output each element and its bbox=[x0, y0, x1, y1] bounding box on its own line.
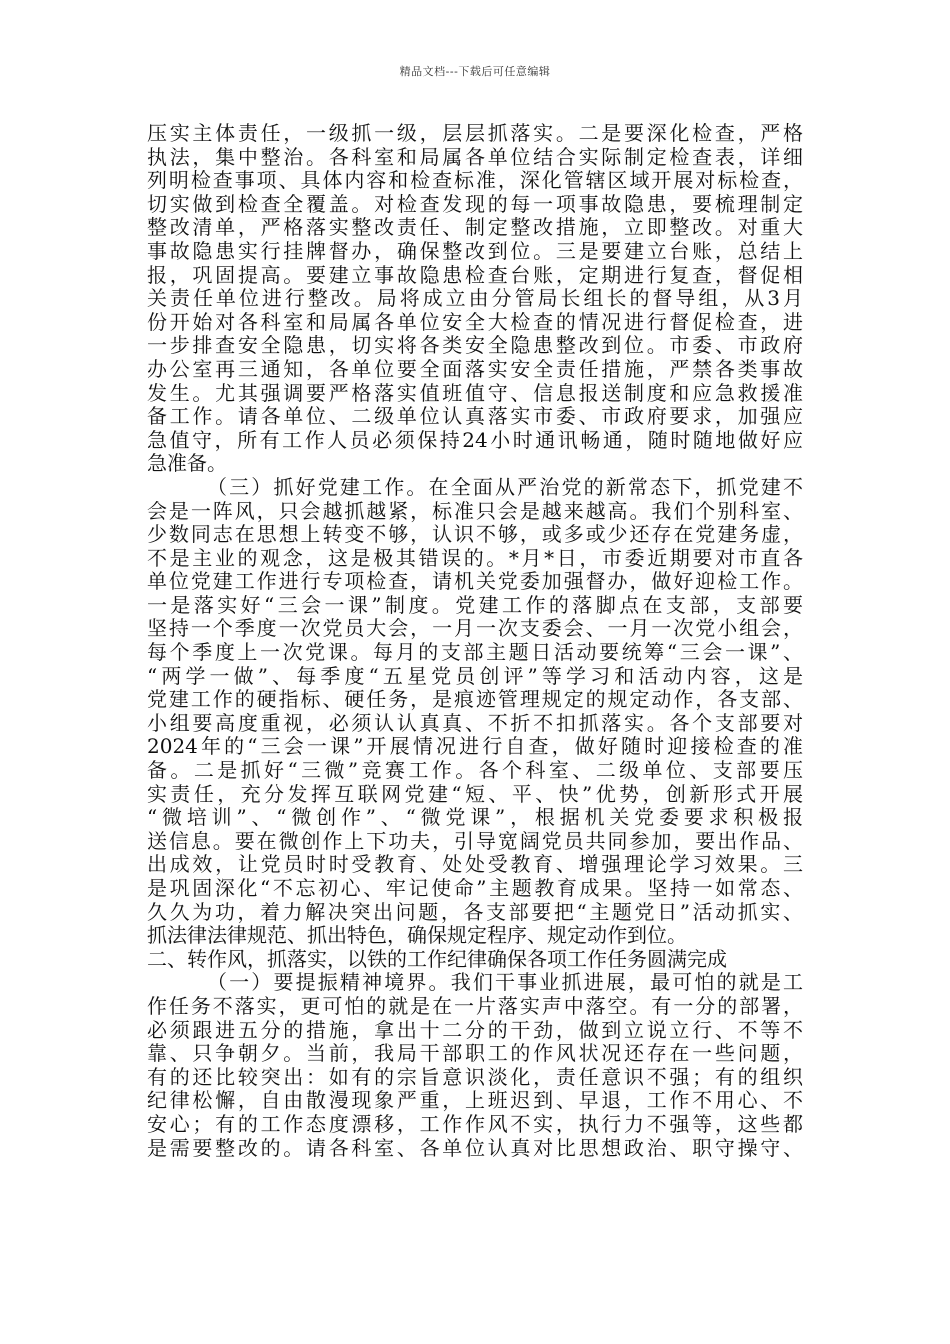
text-line: 出成效，让党员时时受教育、处处受教育、增强理论学习效果。三 bbox=[147, 853, 803, 877]
text-line: “微培训”、“微创作”、“微党课”，根据机关党委要求积极报 bbox=[147, 806, 803, 830]
text-line: 压实主体责任，一级抓一级，层层抓落实。二是要深化检查，严格 bbox=[147, 122, 803, 145]
text-line: 抓法律法律规范、抓出特色，确保规定程序、规定动作到位。 bbox=[147, 924, 687, 948]
text-line: 不是主业的观念，这是极其错误的。*月*日，市委近期要对市直各 bbox=[147, 546, 803, 570]
text-line: 实责任，充分发挥互联网党建“短、平、快”优势，创新形式开展 bbox=[147, 782, 803, 806]
text-line: 单位党建工作进行专项检查，请机关党委加强督办，做好迎检工作。 bbox=[147, 570, 803, 594]
section-heading-line: （一）要提振精神境界。我们干事业抓进展，最可怕的就是工 bbox=[207, 971, 803, 995]
text-line: 纪律松懈，自由散漫现象严重，上班迟到、早退，工作不用心、不 bbox=[147, 1089, 803, 1113]
text-line: 靠、只争朝夕。当前，我局干部职工的作风状况还存在一些问题， bbox=[147, 1042, 803, 1066]
text-line: 是需要整改的。请各科室、各单位认真对比思想政治、职守操守、 bbox=[147, 1136, 803, 1160]
page-header: 精品文档---下载后可任意编辑 bbox=[399, 65, 551, 78]
text-line: 安心；有的工作态度漂移，工作作风不实，执行力不强等，这些都 bbox=[147, 1112, 803, 1136]
text-line: 份开始对各科室和局属各单位安全大检查的情况进行督促检查，进 bbox=[147, 310, 803, 334]
text-line: 报，巩固提高。要建立事故隐患检查台账，定期进行复查，督促相 bbox=[147, 263, 803, 287]
text-line: 会是一阵风，只会越抓越紧，标准只会是越来越高。我们个别科室、 bbox=[147, 499, 803, 523]
text-line: 作任务不落实，更可怕的就是在一片落实声中落空。有一分的部署， bbox=[147, 994, 803, 1018]
text-line: 执法，集中整治。各科室和局属各单位结合实际制定检查表，详细 bbox=[147, 145, 803, 169]
text-line: 党建工作的硬指标、硬任务，是痕迹管理规定的规定动作，各支部、 bbox=[147, 688, 803, 712]
text-line: 一是落实好“三会一课”制度。党建工作的落脚点在支部，支部要 bbox=[147, 593, 803, 617]
text-line: 备工作。请各单位、二级单位认真落实市委、市政府要求，加强应 bbox=[147, 405, 803, 429]
text-line: 有的还比较突出：如有的宗旨意识淡化，责任意识不强；有的组织 bbox=[147, 1065, 803, 1089]
text-line: 送信息。要在微创作上下功夫，引导宽阔党员共同参加，要出作品、 bbox=[147, 829, 803, 853]
text-line: 关责任单位进行整改。局将成立由分管局长组长的督导组，从3月 bbox=[147, 287, 803, 311]
text-line: 少数同志在思想上转变不够，认识不够，或多或少还存在党建务虚， bbox=[147, 523, 803, 547]
text-line: 是巩固深化“不忘初心、牢记使命”主题教育成果。坚持一如常态、 bbox=[147, 877, 803, 900]
text-line: 发生。尤其强调要严格落实值班值守、信息报送制度和应急救援准 bbox=[147, 381, 803, 405]
text-line: 2024年的“三会一课”开展情况进行自查，做好随时迎接检查的准 bbox=[147, 735, 803, 759]
document-body bbox=[147, 122, 803, 1160]
text-line: 备。二是抓好“三微”竞赛工作。各个科室、二级单位、支部要压 bbox=[147, 759, 803, 783]
text-line: 整改清单，严格落实整改责任、制定整改措施，立即整改。对重大 bbox=[147, 216, 803, 240]
text-line: 列明检查事项、具体内容和检查标准，深化管辖区域开展对标检查， bbox=[147, 169, 803, 193]
section-heading-line: （三）抓好党建工作。在全面从严治党的新常态下，抓党建不 bbox=[207, 475, 803, 499]
text-line: 小组要高度重视，必须认认真真、不折不扣抓落实。各个支部要对 bbox=[147, 711, 803, 735]
text-line: 办公室再三通知，各单位要全面落实安全责任措施，严禁各类事故 bbox=[147, 357, 803, 381]
text-line: “两学一做”、每季度“五星党员创评”等学习和活动内容，这是 bbox=[147, 664, 803, 688]
text-line: 每个季度上一次党课。每月的支部主题日活动要统筹“三会一课”、 bbox=[147, 641, 803, 665]
text-line: 久久为功，着力解决突出问题，各支部要把“主题党日”活动抓实、 bbox=[147, 900, 803, 924]
text-line: 急准备。 bbox=[147, 452, 227, 476]
section-title: 二、转作风，抓落实，以铁的工作纪律确保各项工作任务圆满完成 bbox=[147, 947, 727, 971]
text-line: 一步排查安全隐患，切实将各类安全隐患整改到位。市委、市政府 bbox=[147, 334, 803, 358]
text-line: 必须跟进五分的措施，拿出十二分的干劲，做到立说立行、不等不 bbox=[147, 1018, 803, 1042]
text-line: 事故隐患实行挂牌督办，确保整改到位。三是要建立台账，总结上 bbox=[147, 239, 803, 263]
text-line: 急值守，所有工作人员必须保持24小时通讯畅通，随时随地做好应 bbox=[147, 428, 803, 452]
text-line: 坚持一个季度一次党员大会，一月一次支委会、一月一次党小组会， bbox=[147, 617, 803, 641]
text-line: 切实做到检查全覆盖。对检查发现的每一项事故隐患，要梳理制定 bbox=[147, 192, 803, 216]
